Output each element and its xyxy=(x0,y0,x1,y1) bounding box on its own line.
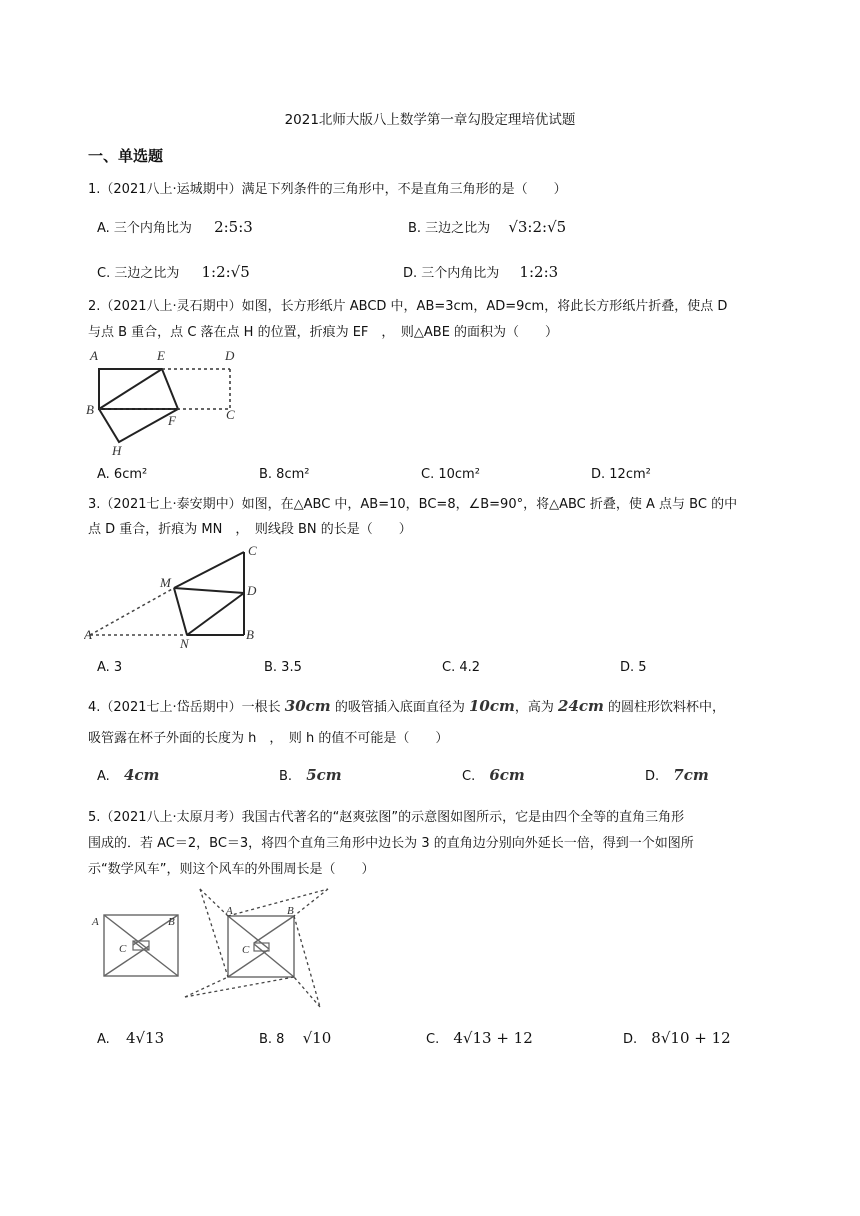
q4-text-1: 一根长 xyxy=(241,700,281,715)
q3-figure-am-dashed xyxy=(90,588,174,635)
q1-option-d-label: D. 三个内角比为 xyxy=(403,266,500,281)
question-1 xyxy=(88,177,567,203)
q2-text-line1: 如图，长方形纸片 ABCD 中，AB=3cm，AD=9cm，将此长方形纸片折叠，使点 D xyxy=(241,299,728,314)
q4-option-b-label: B. xyxy=(279,769,293,784)
q5-right-label-c: C xyxy=(242,944,250,956)
q3-source: （2021七上·泰安期中） xyxy=(100,497,242,512)
q3-number: 3. xyxy=(88,497,101,512)
q4-text-line2: 吸管露在杯子外面的长度为 h ， 则 h 的值不可能是（ ） xyxy=(88,731,449,746)
q5-text-line3: 示“数学风车”，则这个风车的外围周长是（ ） xyxy=(88,862,375,877)
q1-option-b-math: √3:2:√5 xyxy=(508,218,567,236)
q3-text-line1: 如图，在△ABC 中，AB=10，BC=8，∠B=90°，将△ABC 折叠，使 A 点与 BC 的中 xyxy=(241,497,738,512)
q4-option-a[interactable] xyxy=(97,766,159,784)
q3-option-b[interactable]: B. 3.5 xyxy=(264,660,302,675)
q4-option-a-label: A. xyxy=(97,769,110,784)
q5-left-label-b: B xyxy=(168,916,175,928)
q4-option-c[interactable] xyxy=(462,766,525,784)
q2-label-c: C xyxy=(226,407,235,422)
q1-option-a[interactable] xyxy=(97,217,253,236)
q1-option-b-label: B. 三边之比为 xyxy=(408,221,491,236)
q5-figure xyxy=(88,885,338,1010)
page-title: 2021北师大版八上数学第一章勾股定理培优试题 xyxy=(284,112,576,128)
q4-option-c-math: 6cm xyxy=(489,766,525,784)
q3-option-d[interactable]: D. 5 xyxy=(620,660,647,675)
q3-label-d: D xyxy=(247,583,257,598)
section-heading: 一、单选题 xyxy=(88,147,164,165)
q1-option-c-label: C. 三边之比为 xyxy=(97,266,180,281)
q3-figure-nd xyxy=(187,593,244,635)
q5-text-line2: 围成的．若 AC＝2，BC＝3，将四个直角三角形中边长为 3 的直角边分别向外延长一倍，得到一个如图所 xyxy=(88,836,694,851)
q4-option-b[interactable] xyxy=(279,766,342,784)
question-4 xyxy=(88,693,725,721)
q1-option-c-math: 1:2:√5 xyxy=(201,263,250,281)
q5-option-b-label: B. 8 xyxy=(259,1032,285,1047)
q2-label-f: F xyxy=(168,413,176,428)
q2-option-a[interactable]: A. 6cm² xyxy=(97,467,148,482)
q2-option-d[interactable]: D. 12cm² xyxy=(591,467,651,482)
q3-label-a: A xyxy=(84,627,92,642)
q2-label-e: E xyxy=(157,348,165,363)
q5-option-d-math: 8√10 + 12 xyxy=(651,1029,731,1047)
q2-label-b: B xyxy=(86,402,94,417)
q3-label-m: M xyxy=(160,575,171,590)
q5-figure-right-windmill xyxy=(185,889,328,1007)
question-3 xyxy=(88,492,737,518)
q5-option-c[interactable] xyxy=(426,1029,533,1047)
q1-number: 1. xyxy=(88,182,101,197)
q5-option-c-math: 4√13 + 12 xyxy=(453,1029,533,1047)
q1-option-d[interactable] xyxy=(403,262,558,281)
q5-option-a-label: A. xyxy=(97,1032,110,1047)
q1-text: 满足下列条件的三角形中，不是直角三角形的是（ ） xyxy=(241,182,567,197)
q2-figure xyxy=(84,346,244,458)
q5-option-c-label: C. xyxy=(426,1032,440,1047)
q5-option-d-label: D. xyxy=(623,1032,638,1047)
question-2 xyxy=(88,294,727,320)
q4-text-2: 的吸管插入底面直径为 xyxy=(334,700,465,715)
q5-option-a[interactable] xyxy=(97,1029,164,1047)
q5-number: 5. xyxy=(88,810,101,825)
q2-text-line2: 与点 B 重合，点 C 落在点 H 的位置，折痕为 EF ， 则△ABE 的面积为（ ） xyxy=(88,325,559,340)
q2-figure-be xyxy=(99,369,162,409)
q2-label-h: H xyxy=(112,443,122,458)
q2-label-a: A xyxy=(90,348,98,363)
q4-option-a-math: 4cm xyxy=(123,766,160,784)
q3-text-line2: 点 D 重合，折痕为 MN ， 则线段 BN 的长是（ ） xyxy=(88,522,412,537)
q3-figure-mn xyxy=(174,588,187,635)
q5-option-a-math: 4√13 xyxy=(125,1029,165,1047)
q3-label-c: C xyxy=(248,543,257,558)
q4-option-b-math: 5cm xyxy=(306,766,342,784)
q4-option-d-label: D. xyxy=(645,769,660,784)
q4-option-c-label: C. xyxy=(462,769,476,784)
q2-source: （2021八上·灵石期中） xyxy=(100,299,242,314)
q3-figure-mc xyxy=(174,552,244,588)
q4-math-height: 24cm xyxy=(558,697,604,715)
q3-figure-md xyxy=(174,588,244,593)
q4-math-length: 30cm xyxy=(284,697,331,715)
q5-option-b-math: √10 xyxy=(302,1029,332,1047)
q3-label-b: B xyxy=(246,627,254,642)
question-5 xyxy=(88,805,684,831)
q5-right-label-a: A xyxy=(226,905,233,917)
q4-math-diameter: 10cm xyxy=(468,697,515,715)
q4-text-4: 的圆柱形饮料杯中， xyxy=(608,700,726,715)
q5-option-b[interactable] xyxy=(259,1029,331,1047)
q1-option-d-math: 1:2:3 xyxy=(519,263,559,281)
q1-source: （2021八上·运城期中） xyxy=(100,182,242,197)
q5-source: （2021八上·太原月考） xyxy=(100,810,242,825)
q3-option-c[interactable]: C. 4.2 xyxy=(442,660,481,675)
q3-figure xyxy=(84,542,274,652)
q2-number: 2. xyxy=(88,299,101,314)
q3-label-n: N xyxy=(180,636,189,651)
q4-number: 4. xyxy=(88,700,101,715)
q5-figure-left-square xyxy=(104,915,178,976)
q5-left-label-a: A xyxy=(92,916,99,928)
q4-option-d-math: 7cm xyxy=(673,766,709,784)
q1-option-a-label: A. 三个内角比为 xyxy=(97,221,192,236)
q3-option-a[interactable]: A. 3 xyxy=(97,660,123,675)
q2-label-d: D xyxy=(225,348,235,363)
q1-option-b[interactable] xyxy=(408,217,566,236)
q5-right-label-b: B xyxy=(287,905,294,917)
q1-option-a-math: 2:5:3 xyxy=(214,218,253,236)
q5-text-line1: 我国古代著名的“赵爽弦图”的示意图如图所示，它是由四个全等的直角三角形 xyxy=(241,810,685,825)
q2-figure-bhf xyxy=(99,409,178,442)
q4-source: （2021七上·岱岳期中） xyxy=(100,700,242,715)
q4-text-3: ，高为 xyxy=(514,700,554,715)
q4-option-d[interactable] xyxy=(645,766,709,784)
q1-option-c[interactable] xyxy=(97,262,250,281)
q2-option-c[interactable]: C. 10cm² xyxy=(421,467,480,482)
q2-option-b[interactable]: B. 8cm² xyxy=(259,467,310,482)
q5-left-label-c: C xyxy=(119,943,127,955)
q2-figure-abfe xyxy=(99,369,178,409)
q5-option-d[interactable] xyxy=(623,1029,731,1047)
